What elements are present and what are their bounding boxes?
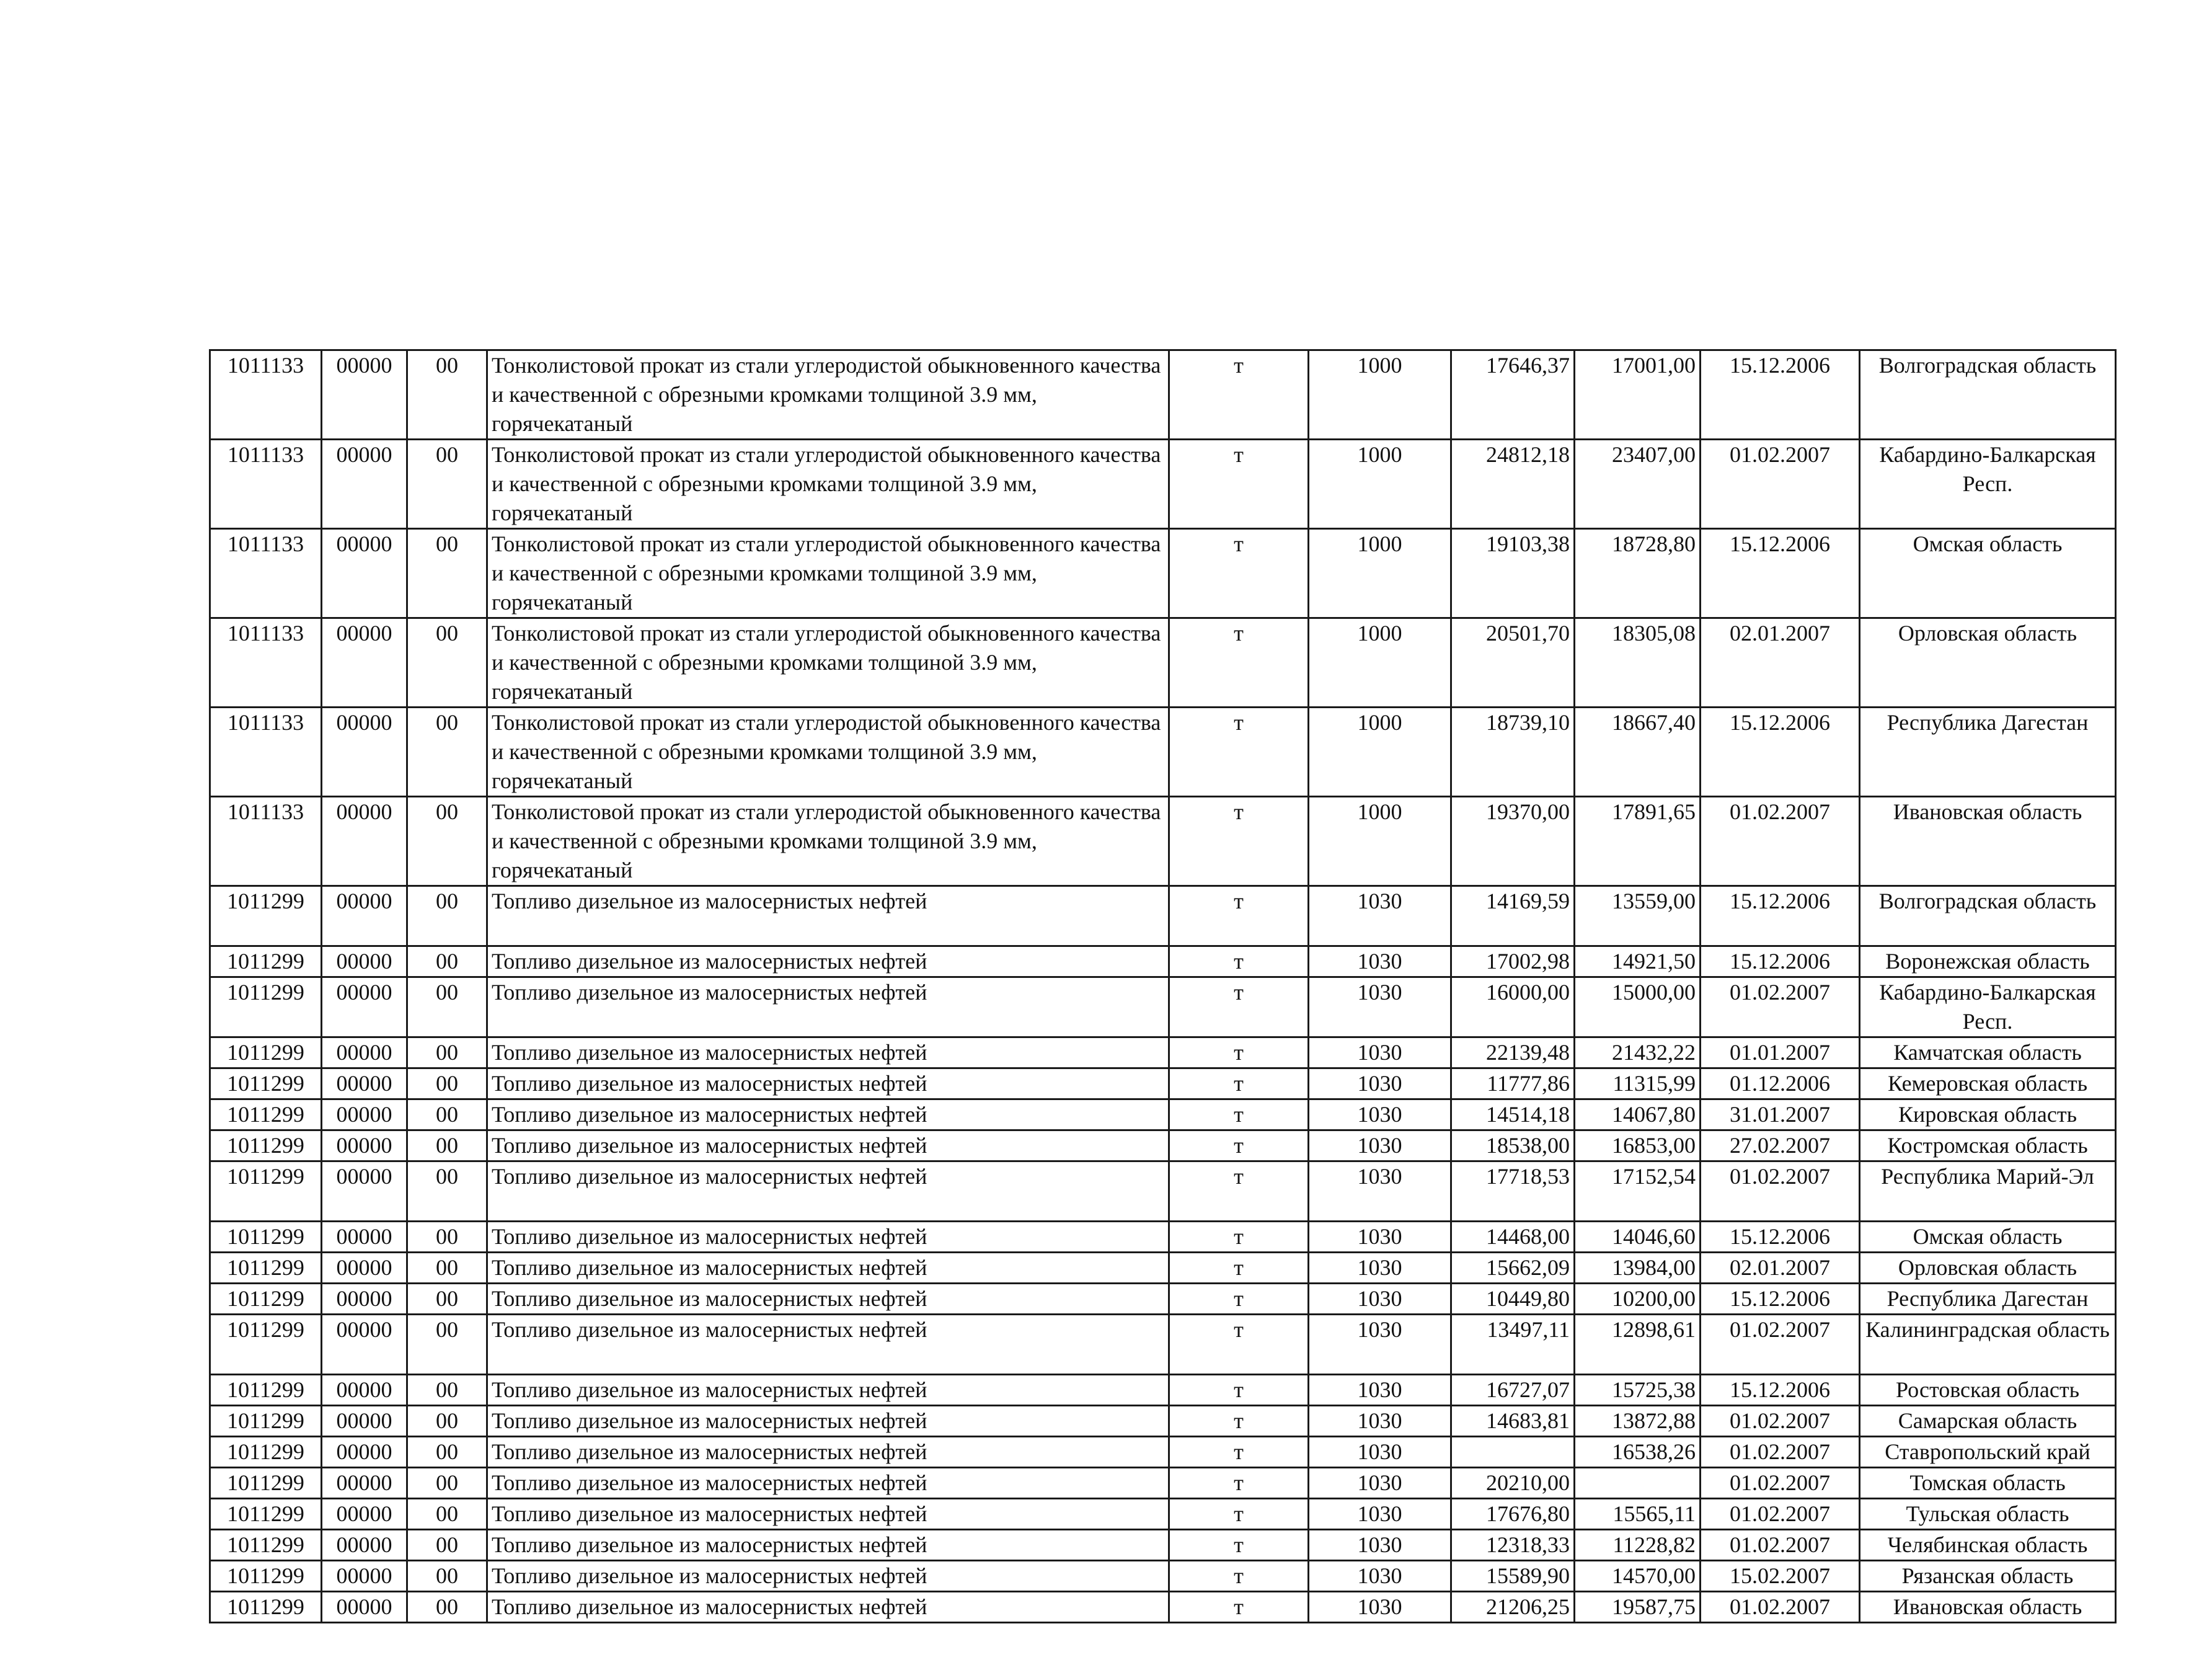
cell-price-1: 14468,00 xyxy=(1451,1222,1575,1253)
cell-region: Орловская область xyxy=(1860,1253,2116,1284)
cell-unit-code: 1030 xyxy=(1309,1068,1451,1099)
cell-region: Кабардино-Балкарская Респ. xyxy=(1860,977,2116,1037)
cell-unit: т xyxy=(1169,350,1309,440)
cell-sub-code: 00000 xyxy=(322,1130,407,1161)
cell-unit: т xyxy=(1169,1499,1309,1530)
cell-item-code: 1011133 xyxy=(210,440,322,529)
cell-price-1: 18538,00 xyxy=(1451,1130,1575,1161)
cell-unit: т xyxy=(1169,1161,1309,1222)
cell-region: Ростовская область xyxy=(1860,1375,2116,1406)
cell-price-1: 14169,59 xyxy=(1451,886,1575,946)
cell-date: 01.02.2007 xyxy=(1701,1468,1860,1499)
table-row xyxy=(210,1315,2116,1375)
cell-item-code: 1011299 xyxy=(210,1161,322,1222)
cell-item-code: 1011133 xyxy=(210,797,322,886)
cell-product-name: Топливо дизельное из малосернистых нефтей xyxy=(487,1315,1169,1375)
cell-unit-code: 1000 xyxy=(1309,797,1451,886)
cell-ext-code: 00 xyxy=(407,1437,487,1468)
cell-region: Республика Дагестан xyxy=(1860,708,2116,797)
cell-region: Волгоградская область xyxy=(1860,350,2116,440)
cell-ext-code: 00 xyxy=(407,440,487,529)
cell-item-code: 1011299 xyxy=(210,1406,322,1437)
cell-unit: т xyxy=(1169,1222,1309,1253)
cell-unit-code: 1030 xyxy=(1309,1099,1451,1130)
cell-ext-code: 00 xyxy=(407,946,487,977)
cell-date: 01.02.2007 xyxy=(1701,1592,1860,1623)
cell-product-name: Топливо дизельное из малосернистых нефтей xyxy=(487,977,1169,1037)
cell-product-name: Топливо дизельное из малосернистых нефтей xyxy=(487,1530,1169,1561)
cell-item-code: 1011299 xyxy=(210,1222,322,1253)
table-row xyxy=(210,797,2116,886)
cell-item-code: 1011299 xyxy=(210,1375,322,1406)
cell-product-name: Топливо дизельное из малосернистых нефтей xyxy=(487,1099,1169,1130)
cell-item-code: 1011299 xyxy=(210,1037,322,1068)
cell-item-code: 1011299 xyxy=(210,1284,322,1315)
cell-product-name: Топливо дизельное из малосернистых нефтей xyxy=(487,1130,1169,1161)
cell-unit: т xyxy=(1169,1592,1309,1623)
cell-region: Тульская область xyxy=(1860,1499,2116,1530)
cell-price-1: 14683,81 xyxy=(1451,1406,1575,1437)
cell-price-2: 14570,00 xyxy=(1575,1561,1701,1592)
cell-price-2: 16853,00 xyxy=(1575,1130,1701,1161)
cell-unit-code: 1030 xyxy=(1309,1468,1451,1499)
cell-item-code: 1011299 xyxy=(210,1499,322,1530)
cell-item-code: 1011299 xyxy=(210,1468,322,1499)
cell-unit: т xyxy=(1169,1284,1309,1315)
cell-sub-code: 00000 xyxy=(322,1315,407,1375)
cell-price-1: 17718,53 xyxy=(1451,1161,1575,1222)
cell-unit: т xyxy=(1169,977,1309,1037)
cell-price-2: 10200,00 xyxy=(1575,1284,1701,1315)
cell-price-1: 24812,18 xyxy=(1451,440,1575,529)
cell-date: 27.02.2007 xyxy=(1701,1130,1860,1161)
cell-ext-code: 00 xyxy=(407,1499,487,1530)
cell-unit: т xyxy=(1169,886,1309,946)
cell-ext-code: 00 xyxy=(407,1375,487,1406)
cell-unit: т xyxy=(1169,1315,1309,1375)
cell-sub-code: 00000 xyxy=(322,440,407,529)
cell-unit: т xyxy=(1169,708,1309,797)
cell-unit-code: 1000 xyxy=(1309,350,1451,440)
cell-item-code: 1011299 xyxy=(210,1253,322,1284)
cell-unit: т xyxy=(1169,1530,1309,1561)
cell-unit-code: 1030 xyxy=(1309,1222,1451,1253)
table-row xyxy=(210,350,2116,440)
cell-date: 01.02.2007 xyxy=(1701,797,1860,886)
cell-unit: т xyxy=(1169,1468,1309,1499)
cell-region: Кабардино-Балкарская Респ. xyxy=(1860,440,2116,529)
cell-item-code: 1011299 xyxy=(210,977,322,1037)
cell-product-name: Тонколистовой прокат из стали углеродистой обыкновенного качества и качественной с обрезными кромками толщиной 3.9 мм, горячекатаный xyxy=(487,440,1169,529)
cell-date: 02.01.2007 xyxy=(1701,1253,1860,1284)
cell-price-1: 15589,90 xyxy=(1451,1561,1575,1592)
cell-price-1: 20501,70 xyxy=(1451,618,1575,708)
cell-price-1: 16727,07 xyxy=(1451,1375,1575,1406)
cell-unit-code: 1030 xyxy=(1309,1437,1451,1468)
cell-price-1: 11777,86 xyxy=(1451,1068,1575,1099)
cell-product-name: Топливо дизельное из малосернистых нефтей xyxy=(487,1561,1169,1592)
cell-sub-code: 00000 xyxy=(322,1068,407,1099)
cell-unit: т xyxy=(1169,1130,1309,1161)
cell-unit-code: 1000 xyxy=(1309,708,1451,797)
cell-product-name: Тонколистовой прокат из стали углеродистой обыкновенного качества и качественной с обрезными кромками толщиной 3.9 мм, горячекатаный xyxy=(487,708,1169,797)
cell-price-1: 13497,11 xyxy=(1451,1315,1575,1375)
cell-price-2: 19587,75 xyxy=(1575,1592,1701,1623)
cell-ext-code: 00 xyxy=(407,977,487,1037)
cell-unit: т xyxy=(1169,1068,1309,1099)
cell-ext-code: 00 xyxy=(407,797,487,886)
cell-unit: т xyxy=(1169,618,1309,708)
cell-unit: т xyxy=(1169,1375,1309,1406)
cell-sub-code: 00000 xyxy=(322,1530,407,1561)
cell-price-2: 13559,00 xyxy=(1575,886,1701,946)
cell-region: Челябинская область xyxy=(1860,1530,2116,1561)
cell-price-2: 17001,00 xyxy=(1575,350,1701,440)
cell-date: 01.12.2006 xyxy=(1701,1068,1860,1099)
cell-region: Республика Дагестан xyxy=(1860,1284,2116,1315)
cell-region: Волгоградская область xyxy=(1860,886,2116,946)
table-row xyxy=(210,1253,2116,1284)
cell-sub-code: 00000 xyxy=(322,618,407,708)
cell-sub-code: 00000 xyxy=(322,1099,407,1130)
cell-ext-code: 00 xyxy=(407,886,487,946)
cell-price-1: 22139,48 xyxy=(1451,1037,1575,1068)
cell-item-code: 1011299 xyxy=(210,1561,322,1592)
cell-ext-code: 00 xyxy=(407,1037,487,1068)
cell-sub-code: 00000 xyxy=(322,1037,407,1068)
table-row xyxy=(210,1592,2116,1623)
cell-unit-code: 1030 xyxy=(1309,1592,1451,1623)
cell-price-2: 11228,82 xyxy=(1575,1530,1701,1561)
cell-unit: т xyxy=(1169,797,1309,886)
cell-date: 01.02.2007 xyxy=(1701,1530,1860,1561)
cell-region: Кировская область xyxy=(1860,1099,2116,1130)
cell-sub-code: 00000 xyxy=(322,1468,407,1499)
cell-price-2: 14046,60 xyxy=(1575,1222,1701,1253)
cell-date: 15.12.2006 xyxy=(1701,529,1860,618)
cell-price-2: 15725,38 xyxy=(1575,1375,1701,1406)
cell-region: Рязанская область xyxy=(1860,1561,2116,1592)
cell-date: 15.12.2006 xyxy=(1701,1375,1860,1406)
cell-item-code: 1011133 xyxy=(210,529,322,618)
cell-ext-code: 00 xyxy=(407,1530,487,1561)
cell-sub-code: 00000 xyxy=(322,797,407,886)
cell-sub-code: 00000 xyxy=(322,1561,407,1592)
table-row xyxy=(210,1468,2116,1499)
cell-unit-code: 1030 xyxy=(1309,886,1451,946)
cell-sub-code: 00000 xyxy=(322,1284,407,1315)
cell-price-2: 18667,40 xyxy=(1575,708,1701,797)
cell-region: Воронежская область xyxy=(1860,946,2116,977)
cell-region: Республика Марий-Эл xyxy=(1860,1161,2116,1222)
cell-unit: т xyxy=(1169,1099,1309,1130)
cell-unit-code: 1030 xyxy=(1309,1530,1451,1561)
cell-sub-code: 00000 xyxy=(322,1375,407,1406)
cell-price-2: 14067,80 xyxy=(1575,1099,1701,1130)
cell-region: Костромская область xyxy=(1860,1130,2116,1161)
table-body xyxy=(210,350,2116,1623)
cell-price-2: 18728,80 xyxy=(1575,529,1701,618)
cell-item-code: 1011299 xyxy=(210,1437,322,1468)
cell-sub-code: 00000 xyxy=(322,886,407,946)
cell-product-name: Тонколистовой прокат из стали углеродистой обыкновенного качества и качественной с обрезными кромками толщиной 3.9 мм, горячекатаный xyxy=(487,350,1169,440)
cell-price-1: 19103,38 xyxy=(1451,529,1575,618)
cell-region: Ивановская область xyxy=(1860,1592,2116,1623)
cell-region: Омская область xyxy=(1860,1222,2116,1253)
cell-item-code: 1011133 xyxy=(210,618,322,708)
cell-sub-code: 00000 xyxy=(322,529,407,618)
table-row xyxy=(210,1561,2116,1592)
cell-date: 15.12.2006 xyxy=(1701,1284,1860,1315)
cell-product-name: Топливо дизельное из малосернистых нефтей xyxy=(487,1161,1169,1222)
cell-ext-code: 00 xyxy=(407,1561,487,1592)
cell-sub-code: 00000 xyxy=(322,1253,407,1284)
cell-product-name: Топливо дизельное из малосернистых нефтей xyxy=(487,886,1169,946)
cell-sub-code: 00000 xyxy=(322,1592,407,1623)
cell-item-code: 1011299 xyxy=(210,1530,322,1561)
cell-unit-code: 1030 xyxy=(1309,1130,1451,1161)
cell-unit-code: 1030 xyxy=(1309,1253,1451,1284)
cell-item-code: 1011299 xyxy=(210,946,322,977)
cell-item-code: 1011299 xyxy=(210,1099,322,1130)
cell-region: Ставропольский край xyxy=(1860,1437,2116,1468)
cell-date: 01.02.2007 xyxy=(1701,1499,1860,1530)
cell-item-code: 1011133 xyxy=(210,350,322,440)
cell-price-2: 23407,00 xyxy=(1575,440,1701,529)
cell-date: 02.01.2007 xyxy=(1701,618,1860,708)
cell-sub-code: 00000 xyxy=(322,1406,407,1437)
cell-price-2: 15565,11 xyxy=(1575,1499,1701,1530)
cell-unit-code: 1030 xyxy=(1309,1161,1451,1222)
table-row xyxy=(210,1037,2116,1068)
cell-date: 01.02.2007 xyxy=(1701,1406,1860,1437)
price-table xyxy=(209,349,2117,1623)
table-row xyxy=(210,1437,2116,1468)
table-row xyxy=(210,1130,2116,1161)
cell-item-code: 1011299 xyxy=(210,1592,322,1623)
cell-price-1: 14514,18 xyxy=(1451,1099,1575,1130)
cell-date: 15.02.2007 xyxy=(1701,1561,1860,1592)
cell-product-name: Тонколистовой прокат из стали углеродистой обыкновенного качества и качественной с обрезными кромками толщиной 3.9 мм, горячекатаный xyxy=(487,797,1169,886)
table-row xyxy=(210,1068,2116,1099)
cell-date: 15.12.2006 xyxy=(1701,1222,1860,1253)
cell-unit-code: 1030 xyxy=(1309,1315,1451,1375)
cell-price-1: 10449,80 xyxy=(1451,1284,1575,1315)
cell-item-code: 1011299 xyxy=(210,1315,322,1375)
cell-item-code: 1011299 xyxy=(210,886,322,946)
cell-region: Камчатская область xyxy=(1860,1037,2116,1068)
cell-price-2: 13984,00 xyxy=(1575,1253,1701,1284)
cell-unit-code: 1030 xyxy=(1309,977,1451,1037)
table-row xyxy=(210,1499,2116,1530)
cell-ext-code: 00 xyxy=(407,1130,487,1161)
cell-ext-code: 00 xyxy=(407,1161,487,1222)
cell-date: 15.12.2006 xyxy=(1701,886,1860,946)
cell-region: Ивановская область xyxy=(1860,797,2116,886)
cell-price-2: 15000,00 xyxy=(1575,977,1701,1037)
table-row xyxy=(210,946,2116,977)
cell-ext-code: 00 xyxy=(407,1068,487,1099)
cell-unit: т xyxy=(1169,946,1309,977)
table-row xyxy=(210,1161,2116,1222)
cell-unit-code: 1030 xyxy=(1309,1406,1451,1437)
cell-sub-code: 00000 xyxy=(322,1222,407,1253)
table-row xyxy=(210,618,2116,708)
cell-product-name: Топливо дизельное из малосернистых нефтей xyxy=(487,1253,1169,1284)
cell-unit: т xyxy=(1169,1037,1309,1068)
cell-sub-code: 00000 xyxy=(322,977,407,1037)
cell-ext-code: 00 xyxy=(407,1253,487,1284)
cell-ext-code: 00 xyxy=(407,1468,487,1499)
cell-product-name: Топливо дизельное из малосернистых нефтей xyxy=(487,1222,1169,1253)
cell-product-name: Топливо дизельное из малосернистых нефтей xyxy=(487,1068,1169,1099)
cell-price-1: 20210,00 xyxy=(1451,1468,1575,1499)
cell-price-1: 21206,25 xyxy=(1451,1592,1575,1623)
cell-price-1: 15662,09 xyxy=(1451,1253,1575,1284)
cell-date: 31.01.2007 xyxy=(1701,1099,1860,1130)
cell-product-name: Тонколистовой прокат из стали углеродистой обыкновенного качества и качественной с обрезными кромками толщиной 3.9 мм, горячекатаный xyxy=(487,529,1169,618)
table-row xyxy=(210,440,2116,529)
cell-unit-code: 1030 xyxy=(1309,1499,1451,1530)
cell-product-name: Топливо дизельное из малосернистых нефтей xyxy=(487,1437,1169,1468)
cell-region: Кемеровская область xyxy=(1860,1068,2116,1099)
table-row xyxy=(210,1406,2116,1437)
cell-unit-code: 1030 xyxy=(1309,1561,1451,1592)
cell-price-1: 17646,37 xyxy=(1451,350,1575,440)
cell-price-1: 17002,98 xyxy=(1451,946,1575,977)
cell-price-2: 18305,08 xyxy=(1575,618,1701,708)
table-row xyxy=(210,1284,2116,1315)
table-row xyxy=(210,1099,2116,1130)
cell-price-1 xyxy=(1451,1437,1575,1468)
table-row xyxy=(210,1530,2116,1561)
cell-item-code: 1011299 xyxy=(210,1068,322,1099)
cell-date: 01.02.2007 xyxy=(1701,1161,1860,1222)
cell-unit-code: 1030 xyxy=(1309,1284,1451,1315)
table-row xyxy=(210,886,2116,946)
cell-item-code: 1011133 xyxy=(210,708,322,797)
cell-ext-code: 00 xyxy=(407,1406,487,1437)
table-row xyxy=(210,708,2116,797)
cell-product-name: Топливо дизельное из малосернистых нефтей xyxy=(487,1284,1169,1315)
cell-ext-code: 00 xyxy=(407,1284,487,1315)
cell-region: Омская область xyxy=(1860,529,2116,618)
cell-ext-code: 00 xyxy=(407,1099,487,1130)
cell-product-name: Топливо дизельное из малосернистых нефтей xyxy=(487,1592,1169,1623)
cell-product-name: Топливо дизельное из малосернистых нефтей xyxy=(487,1406,1169,1437)
cell-sub-code: 00000 xyxy=(322,1499,407,1530)
table-row xyxy=(210,1222,2116,1253)
cell-price-2: 11315,99 xyxy=(1575,1068,1701,1099)
cell-ext-code: 00 xyxy=(407,618,487,708)
cell-region: Орловская область xyxy=(1860,618,2116,708)
cell-date: 01.02.2007 xyxy=(1701,977,1860,1037)
cell-unit-code: 1000 xyxy=(1309,440,1451,529)
cell-unit-code: 1000 xyxy=(1309,529,1451,618)
cell-price-2: 12898,61 xyxy=(1575,1315,1701,1375)
cell-ext-code: 00 xyxy=(407,350,487,440)
cell-product-name: Топливо дизельное из малосернистых нефтей xyxy=(487,1375,1169,1406)
cell-item-code: 1011299 xyxy=(210,1130,322,1161)
table-row xyxy=(210,529,2116,618)
cell-product-name: Топливо дизельное из малосернистых нефтей xyxy=(487,1468,1169,1499)
cell-sub-code: 00000 xyxy=(322,1437,407,1468)
cell-unit: т xyxy=(1169,529,1309,618)
cell-unit-code: 1030 xyxy=(1309,946,1451,977)
cell-date: 15.12.2006 xyxy=(1701,946,1860,977)
cell-price-2 xyxy=(1575,1468,1701,1499)
cell-region: Томская область xyxy=(1860,1468,2116,1499)
cell-ext-code: 00 xyxy=(407,1222,487,1253)
cell-product-name: Топливо дизельное из малосернистых нефтей xyxy=(487,1499,1169,1530)
table-row xyxy=(210,977,2116,1037)
cell-price-1: 18739,10 xyxy=(1451,708,1575,797)
cell-product-name: Тонколистовой прокат из стали углеродистой обыкновенного качества и качественной с обрезными кромками толщиной 3.9 мм, горячекатаный xyxy=(487,618,1169,708)
cell-region: Калининградская область xyxy=(1860,1315,2116,1375)
cell-unit: т xyxy=(1169,1406,1309,1437)
cell-sub-code: 00000 xyxy=(322,708,407,797)
cell-ext-code: 00 xyxy=(407,708,487,797)
cell-date: 15.12.2006 xyxy=(1701,708,1860,797)
cell-ext-code: 00 xyxy=(407,1315,487,1375)
cell-date: 01.02.2007 xyxy=(1701,1315,1860,1375)
cell-sub-code: 00000 xyxy=(322,350,407,440)
cell-price-2: 14921,50 xyxy=(1575,946,1701,977)
cell-sub-code: 00000 xyxy=(322,1161,407,1222)
cell-sub-code: 00000 xyxy=(322,946,407,977)
cell-product-name: Топливо дизельное из малосернистых нефтей xyxy=(487,946,1169,977)
cell-price-1: 12318,33 xyxy=(1451,1530,1575,1561)
cell-price-2: 13872,88 xyxy=(1575,1406,1701,1437)
cell-date: 15.12.2006 xyxy=(1701,350,1860,440)
cell-ext-code: 00 xyxy=(407,1592,487,1623)
cell-price-2: 17152,54 xyxy=(1575,1161,1701,1222)
cell-date: 01.02.2007 xyxy=(1701,1437,1860,1468)
cell-price-1: 19370,00 xyxy=(1451,797,1575,886)
cell-region: Самарская область xyxy=(1860,1406,2116,1437)
table-row xyxy=(210,1375,2116,1406)
cell-ext-code: 00 xyxy=(407,529,487,618)
cell-date: 01.02.2007 xyxy=(1701,440,1860,529)
cell-price-2: 21432,22 xyxy=(1575,1037,1701,1068)
cell-unit: т xyxy=(1169,1253,1309,1284)
cell-unit-code: 1030 xyxy=(1309,1037,1451,1068)
cell-product-name: Топливо дизельное из малосернистых нефтей xyxy=(487,1037,1169,1068)
cell-price-1: 16000,00 xyxy=(1451,977,1575,1037)
cell-unit-code: 1030 xyxy=(1309,1375,1451,1406)
cell-unit-code: 1000 xyxy=(1309,618,1451,708)
cell-price-1: 17676,80 xyxy=(1451,1499,1575,1530)
cell-price-2: 16538,26 xyxy=(1575,1437,1701,1468)
cell-price-2: 17891,65 xyxy=(1575,797,1701,886)
cell-unit: т xyxy=(1169,1561,1309,1592)
cell-unit: т xyxy=(1169,440,1309,529)
cell-unit: т xyxy=(1169,1437,1309,1468)
cell-date: 01.01.2007 xyxy=(1701,1037,1860,1068)
